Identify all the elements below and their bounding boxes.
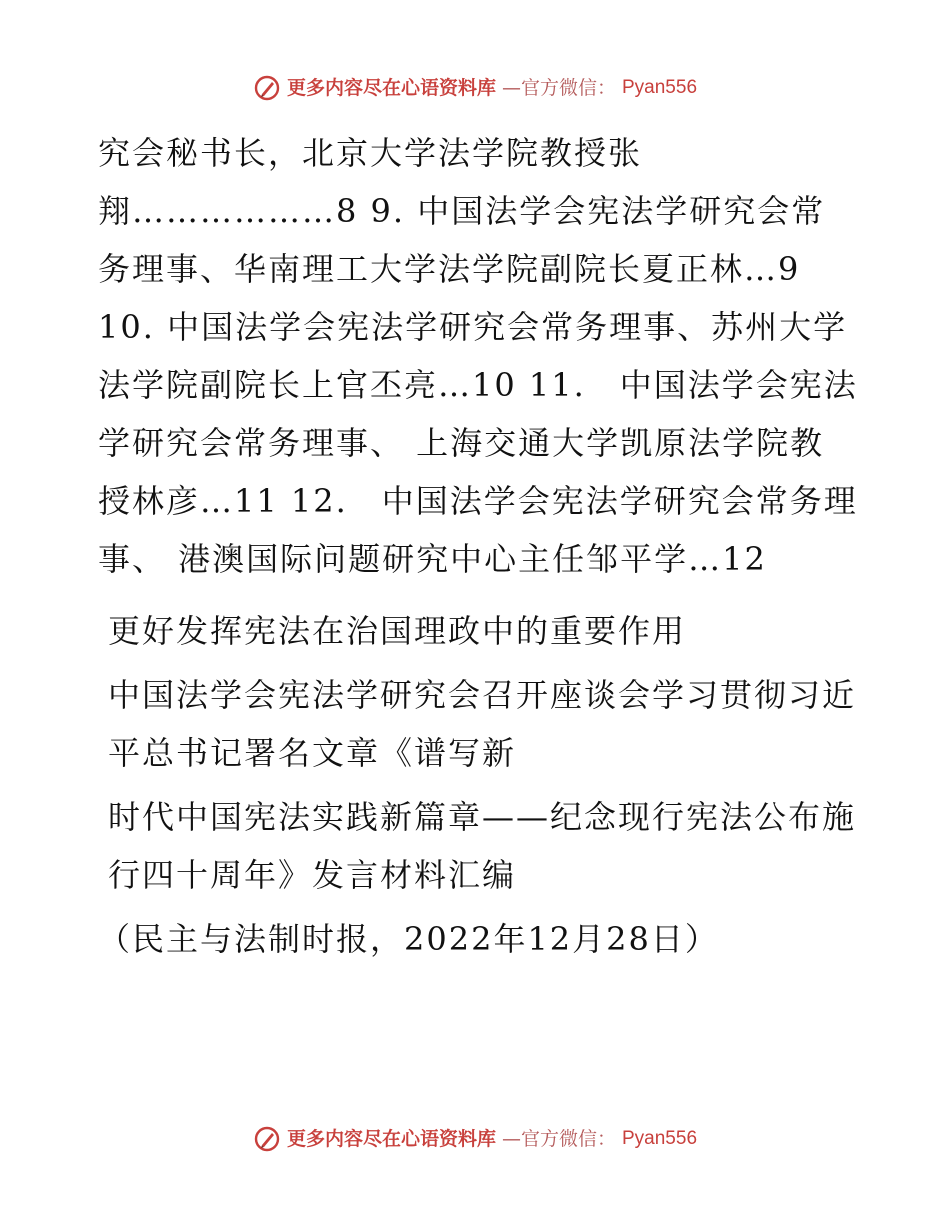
article-subtitle-part-2: 时代中国宪法实践新篇章——纪念现行宪法公布施行四十周年》发言材料汇编 xyxy=(108,798,857,894)
pen-logo-icon xyxy=(253,1125,281,1153)
banner-tail-text: —官方微信： xyxy=(501,77,616,99)
banner-wechat-id: Pyan556 xyxy=(622,1128,698,1149)
banner-wechat-id: Pyan556 xyxy=(622,77,698,98)
toc-entries: 究会秘书长，北京大学法学院教授张翔………………8 9. 中国法学会宪法学研究会常务理事、华南理工大学法学院副院长夏正林…9 10. 中国法学会宪法学研究会常务理事、苏州大学法学院副院长上官丕亮…10 11. 中国法学会宪法学研究会常务理事、 上海交通大学凯原法学院教授林彦…11 12. 中国法学会宪法学研究会常务理事、 港澳国际问题研究中心主任邹平学…12 xyxy=(98,134,858,578)
banner-tail-text: —官方微信： xyxy=(501,1128,616,1150)
pen-logo-icon xyxy=(253,74,281,102)
banner-lead-text: 更多内容尽在心语资料库 xyxy=(286,77,496,99)
footer-watermark-banner xyxy=(0,1125,950,1153)
document-body xyxy=(98,124,858,968)
article-subtitle-part-1: 中国法学会宪法学研究会召开座谈会学习贯彻习近平总书记署名文章《谱写新 xyxy=(108,676,857,772)
header-watermark-banner xyxy=(0,74,950,102)
banner-lead-text: 更多内容尽在心语资料库 xyxy=(286,1128,496,1150)
article-source-line: （民主与法制时报，2022年12月28日） xyxy=(98,920,719,958)
article-heading: 更好发挥宪法在治国理政中的重要作用 xyxy=(108,612,687,650)
